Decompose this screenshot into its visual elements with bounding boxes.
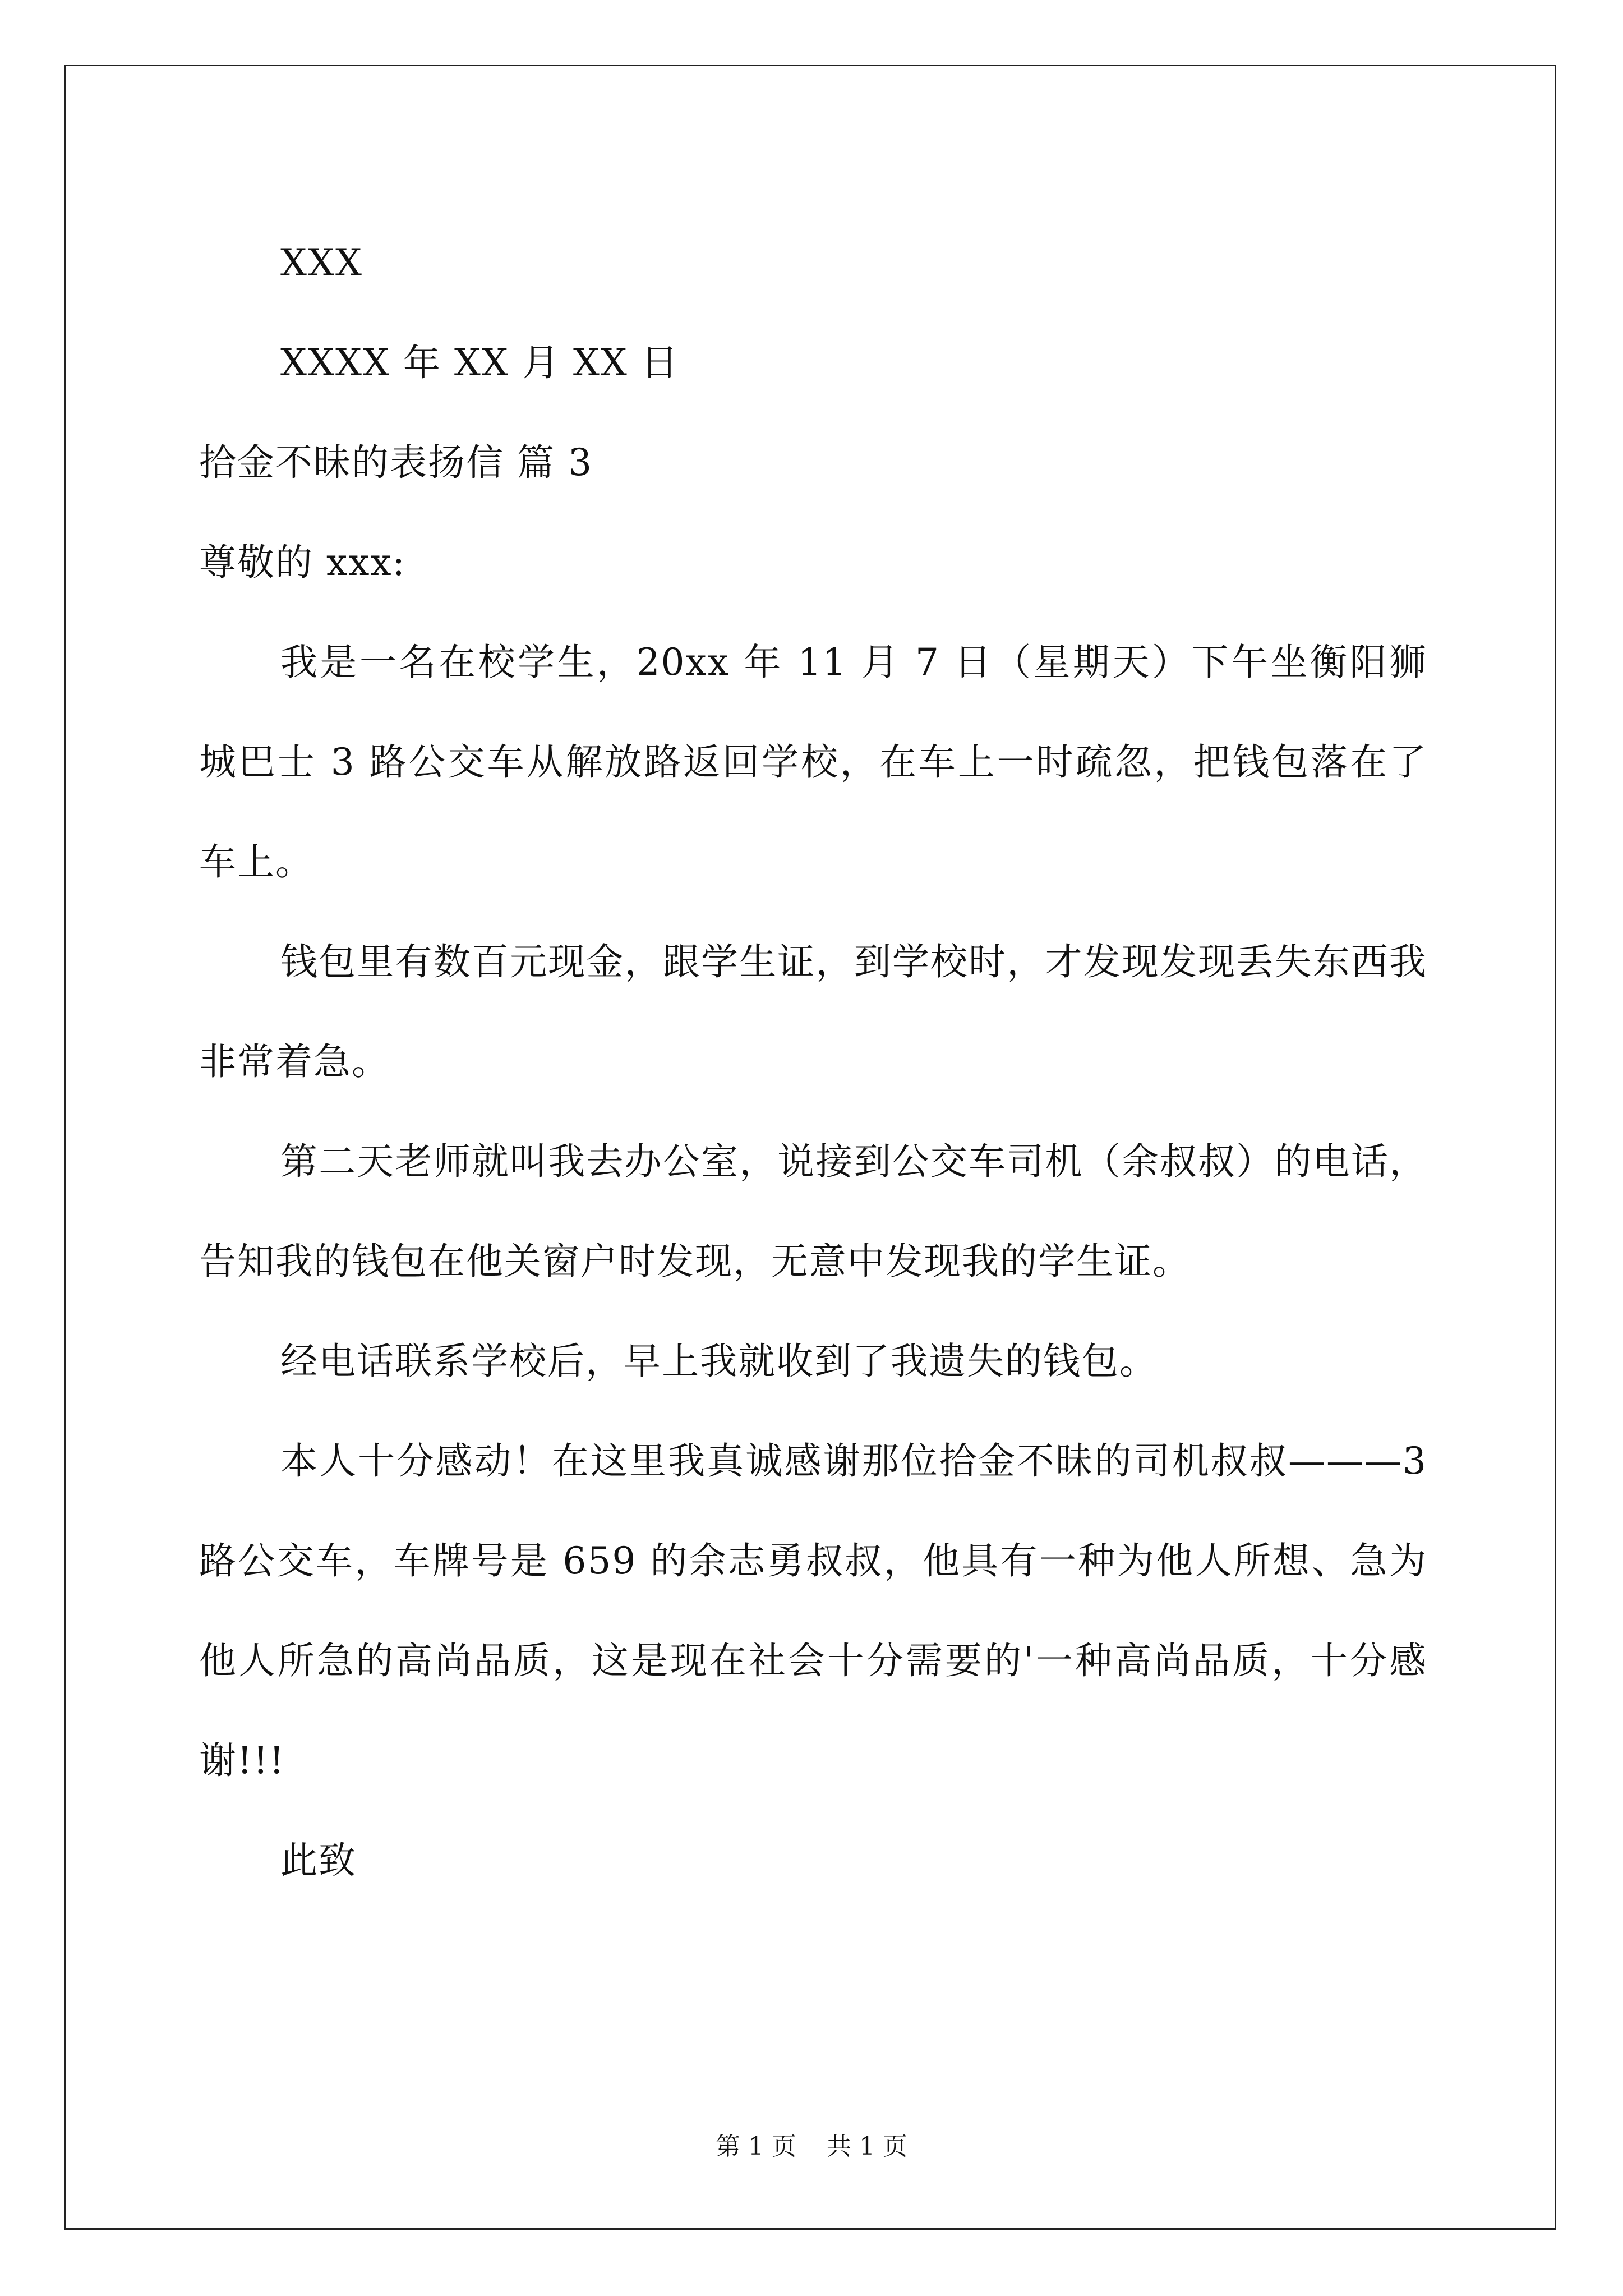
document-body (199, 213, 1427, 1911)
page-footer (0, 2126, 1623, 2162)
section-title: 拾金不昧的表扬信 篇 3 (199, 441, 593, 484)
salutation: 尊敬的 xxx: (199, 541, 406, 584)
paragraph: 经电话联系学校后，早上我就收到了我遗失的钱包。 (280, 1340, 1158, 1383)
page-total: 共 1 页 (827, 2132, 907, 2161)
signature-line: XXX (280, 241, 363, 284)
paragraph: 第二天老师就叫我去办公室，说接到公交车司机（余叔叔）的电话，告知我的钱包在他关窗户时发现，无意中发现我的学生证。 (199, 1140, 1427, 1283)
paragraph: 本人十分感动！在这里我真诚感谢那位拾金不昧的司机叔叔———3 路公交车，车牌号是 659 的余志勇叔叔，他具有一种为他人所想、急为他人所急的高尚品质，这是现在社会十分需要的'一种高尚品质，十分感谢!!! (199, 1439, 1427, 1782)
closing-line: 此致 (280, 1839, 357, 1882)
date-line: XXXX 年 XX 月 XX 日 (280, 341, 679, 384)
paragraph: 钱包里有数百元现金，跟学生证，到学校时，才发现发现丢失东西我非常着急。 (199, 940, 1427, 1083)
page-number: 第 1 页 (716, 2132, 796, 2161)
paragraph: 我是一名在校学生，20xx 年 11 月 7 日（星期天）下午坐衡阳狮城巴士 3 路公交车从解放路返回学校，在车上一时疏忽，把钱包落在了车上。 (199, 641, 1427, 884)
